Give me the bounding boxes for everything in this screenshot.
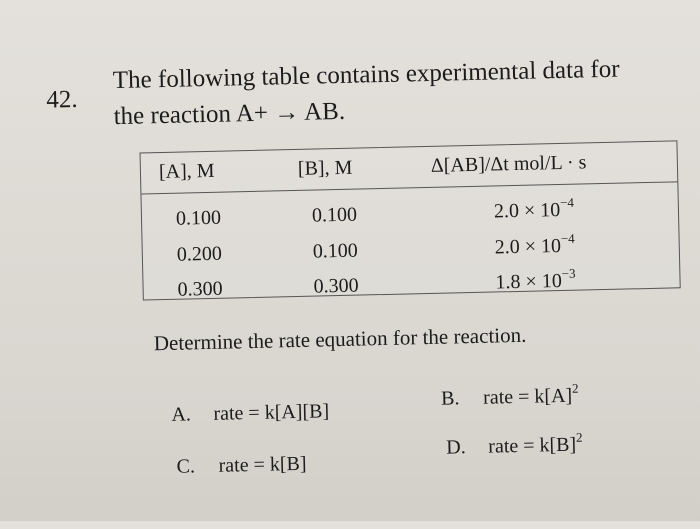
cell-a-row-3: 0.300 [177,278,223,302]
question-text-line-2: the reaction A+ → AB. [113,98,345,131]
data-table [140,140,681,300]
header-b-concentration: [B], M [298,157,353,181]
question-text-line-1: The following table contains experimental data for [113,56,620,95]
option-exponent: 2 [576,430,583,445]
header-divider [141,181,677,194]
option-letter: C. [176,455,219,479]
rate-mantissa: 2.0 × 10 [494,199,561,222]
option-text: rate = k[B] [488,434,576,458]
cell-b-row-3: 0.300 [313,275,359,299]
cell-rate-row-3 [495,270,576,295]
rate-mantissa: 2.0 × 10 [495,235,562,258]
header-a-concentration: [A], M [159,160,215,184]
rate-mantissa: 1.8 × 10 [495,270,562,293]
cell-b-row-1: 0.100 [312,204,358,228]
cell-a-row-2: 0.200 [177,243,223,267]
instruction-text: Determine the rate equation for the reaction. [154,323,527,356]
header-rate: Δ[AB]/Δt mol/L · s [431,151,587,178]
cell-rate-row-1 [494,199,575,224]
option-a [171,400,329,427]
option-letter: D. [446,436,489,460]
option-c [176,453,306,479]
option-letter: A. [171,403,214,427]
rate-exponent: −3 [561,266,575,281]
cell-b-row-2: 0.100 [313,240,359,264]
cell-a-row-1: 0.100 [176,207,222,231]
option-text: rate = k[A][B] [213,400,329,425]
option-text: rate = k[A] [483,385,572,409]
rate-exponent: −4 [561,231,575,246]
question-number: 42. [46,86,78,115]
option-text: rate = k[B] [218,453,306,477]
option-exponent: 2 [572,381,579,396]
cell-rate-row-2 [495,235,576,260]
option-b [441,385,579,411]
option-letter: B. [441,387,484,411]
rate-exponent: −4 [560,195,574,210]
option-d [446,434,583,460]
